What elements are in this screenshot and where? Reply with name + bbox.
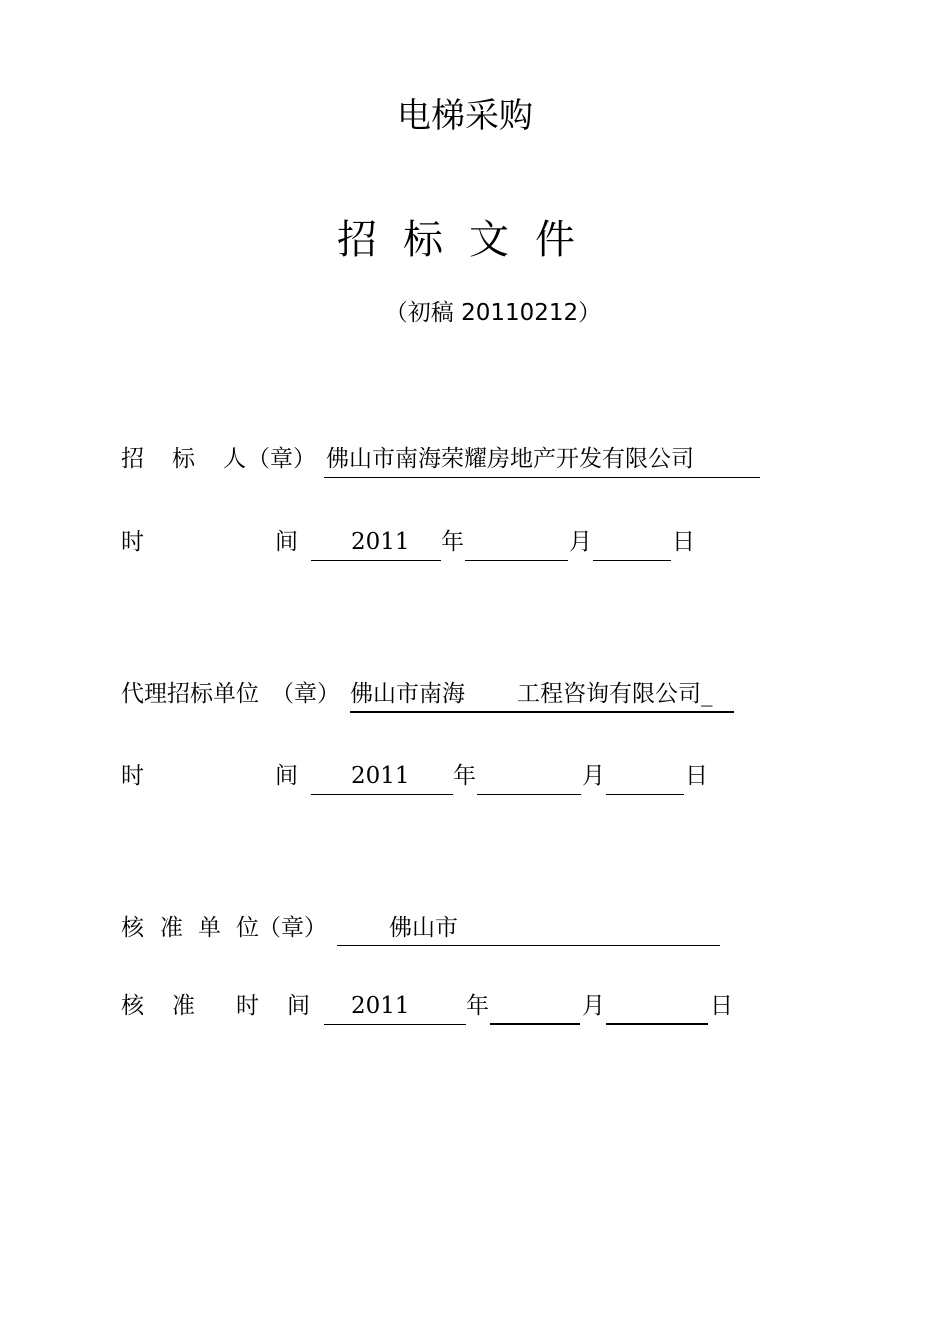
agent-day-underline — [606, 794, 684, 795]
tenderer-date-month-unit: 月 — [569, 529, 592, 555]
draft-note: （初稿 20110212） — [384, 300, 602, 326]
tenderer-label-char-3: 人 — [223, 446, 246, 472]
tenderer-name: 佛山市南海荣耀房地产开发有限公司 — [326, 446, 694, 472]
approver-date-month-unit: 月 — [582, 993, 605, 1019]
agent-date-month-unit: 月 — [582, 763, 605, 789]
agent-date-day-unit: 日 — [685, 763, 708, 789]
tenderer-name-underline — [324, 477, 760, 478]
agent-date-label-right: 间 — [275, 763, 298, 789]
approver-date-year: 2011 — [351, 993, 410, 1019]
tenderer-date-year: 2011 — [351, 529, 410, 555]
approver-date-day-unit: 日 — [710, 993, 733, 1019]
project-title: 电梯采购 — [397, 96, 533, 136]
agent-label: 代理招标单位 — [121, 681, 259, 707]
agent-year-underline — [311, 794, 453, 795]
agent-seal-label: （章） — [271, 681, 340, 707]
agent-date-year: 2011 — [351, 763, 410, 789]
approver-date-year-unit: 年 — [466, 993, 489, 1019]
approver-label-char-3: 单 — [198, 915, 221, 941]
approver-seal-label: （章） — [258, 915, 327, 941]
tenderer-date-label-right: 间 — [275, 529, 298, 555]
tenderer-date-label-left: 时 — [121, 529, 144, 555]
approver-date-label-char-2: 准 — [172, 993, 195, 1019]
agent-name-part1: 佛山市南海 — [350, 681, 465, 707]
agent-name-underline — [350, 711, 734, 713]
agent-name-part2: 工程咨询有限公司_ — [517, 681, 713, 707]
tenderer-date-year-unit: 年 — [441, 529, 464, 555]
tenderer-label-char-1: 招 — [121, 446, 144, 472]
approver-label-char-1: 核 — [121, 915, 144, 941]
tenderer-day-underline — [593, 560, 671, 561]
approver-date-label-char-3: 时 — [236, 993, 259, 1019]
tenderer-month-underline — [465, 560, 568, 561]
agent-month-underline — [477, 794, 581, 795]
tenderer-year-underline — [311, 560, 441, 561]
approver-label-char-2: 准 — [160, 915, 183, 941]
approver-date-label-char-4: 间 — [287, 993, 310, 1019]
approver-month-underline — [490, 1023, 580, 1025]
agent-date-year-unit: 年 — [453, 763, 476, 789]
approver-day-underline — [606, 1023, 708, 1025]
agent-date-label-left: 时 — [121, 763, 144, 789]
tenderer-date-day-unit: 日 — [672, 529, 695, 555]
approver-name-underline — [337, 945, 720, 946]
approver-year-underline — [324, 1024, 466, 1025]
approver-label-char-4: 位 — [236, 915, 259, 941]
document-title: 招标文件 — [337, 217, 601, 263]
tenderer-label-char-2: 标 — [172, 446, 195, 472]
approver-date-label-char-1: 核 — [121, 993, 144, 1019]
approver-name: 佛山市 — [389, 915, 458, 941]
tenderer-seal-label: （章） — [247, 446, 316, 472]
